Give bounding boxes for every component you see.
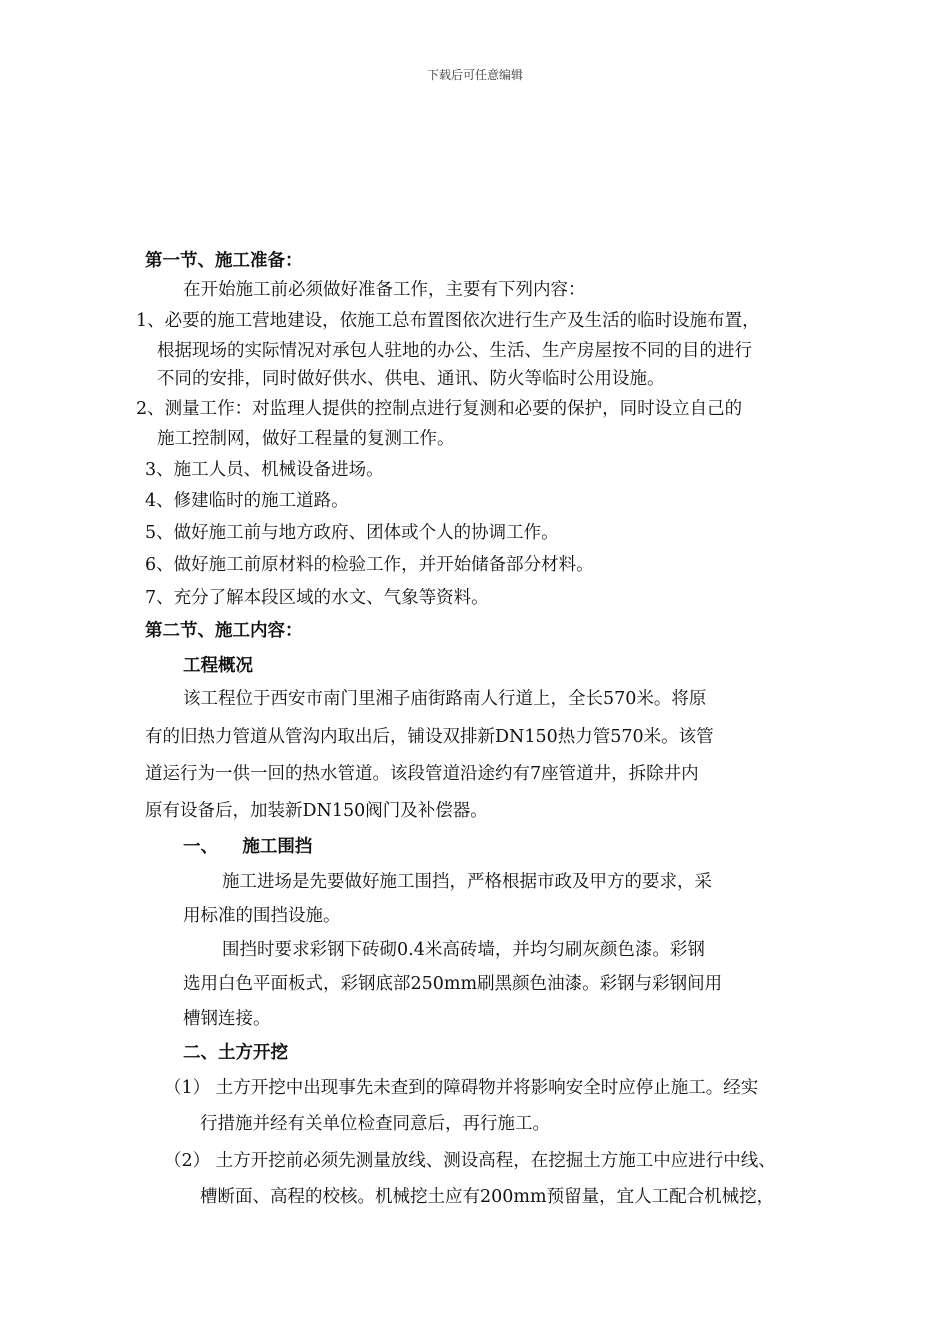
list-item-1-cont: 不同的安排，同时做好供水、供电、通讯、防火等临时公用设施。: [157, 369, 665, 389]
list-item-2-cont: 施工控制网，做好工程量的复测工作。: [157, 429, 455, 449]
list-item-p2: （2） 土方开挖前必须先测量放线、测设高程，在挖掘土方施工中应进行中线、: [164, 1151, 776, 1171]
paragraph-line: 施工进场是先要做好施工围挡，严格根据市政及甲方的要求，采: [222, 872, 712, 892]
paragraph-line: 围挡时要求彩钢下砖砌0.4米高砖墙，并均匀刷灰颜色漆。彩钢: [222, 940, 705, 960]
list-item-2: 2、测量工作：对监理人提供的控制点进行复测和必要的保护，同时设立自己的: [136, 399, 743, 419]
paragraph-line: 选用白色平面板式，彩钢底部250mm刷黑颜色油漆。彩钢与彩钢间用: [183, 974, 723, 994]
list-item-5: 5、做好施工前与地方政府、团体或个人的协调工作。: [145, 523, 559, 543]
list-item-p1: （1） 土方开挖中出现事先未查到的障碍物并将影响安全时应停止施工。经实: [164, 1078, 759, 1098]
list-item-p1-cont: 行措施并经有关单位检查同意后，再行施工。: [200, 1114, 550, 1134]
paragraph-line: 槽钢连接。: [183, 1009, 271, 1029]
paragraph-line: 该工程位于西安市南门里湘子庙街路南人行道上，全长570米。将原: [183, 689, 707, 709]
list-item-7: 7、充分了解本段区域的水文、气象等资料。: [145, 588, 489, 608]
list-item-4: 4、修建临时的施工道路。: [145, 491, 349, 511]
list-item-p2-cont: 槽断面、高程的校核。机械挖土应有200mm预留量，宜人工配合机械挖，: [200, 1187, 775, 1207]
list-item-6: 6、做好施工前原材料的检验工作，并开始储备部分材料。: [145, 555, 594, 575]
paragraph-line: 有的旧热力管道从管沟内取出后，铺设双排新DN150热力管570米。该管: [145, 727, 714, 747]
list-item-1-cont: 根据现场的实际情况对承包人驻地的办公、生活、生产房屋按不同的目的进行: [157, 341, 752, 361]
paragraph-line: 原有设备后，加装新DN150阀门及补偿器。: [145, 801, 488, 821]
section-1-heading: 第一节、施工准备：: [145, 251, 303, 271]
list-item-3: 3、施工人员、机械设备进场。: [145, 460, 384, 480]
subsection-1-heading: 一、 施工围挡: [183, 837, 313, 857]
paragraph-line: 在开始施工前必须做好准备工作，主要有下列内容：: [183, 280, 586, 300]
subsection-2-heading: 二、土方开挖: [183, 1043, 288, 1063]
list-item-1: 1、必要的施工营地建设，依施工总布置图依次进行生产及生活的临时设施布置，: [136, 311, 760, 331]
subsection-overview-heading: 工程概况: [183, 656, 253, 676]
page-header: 下载后可任意编辑: [426, 68, 523, 82]
paragraph-line: 道运行为一供一回的热水管道。该段管道沿途约有7座管道井，拆除井内: [145, 764, 699, 784]
section-2-heading: 第二节、施工内容：: [145, 621, 303, 641]
paragraph-line: 用标准的围挡设施。: [183, 906, 341, 926]
